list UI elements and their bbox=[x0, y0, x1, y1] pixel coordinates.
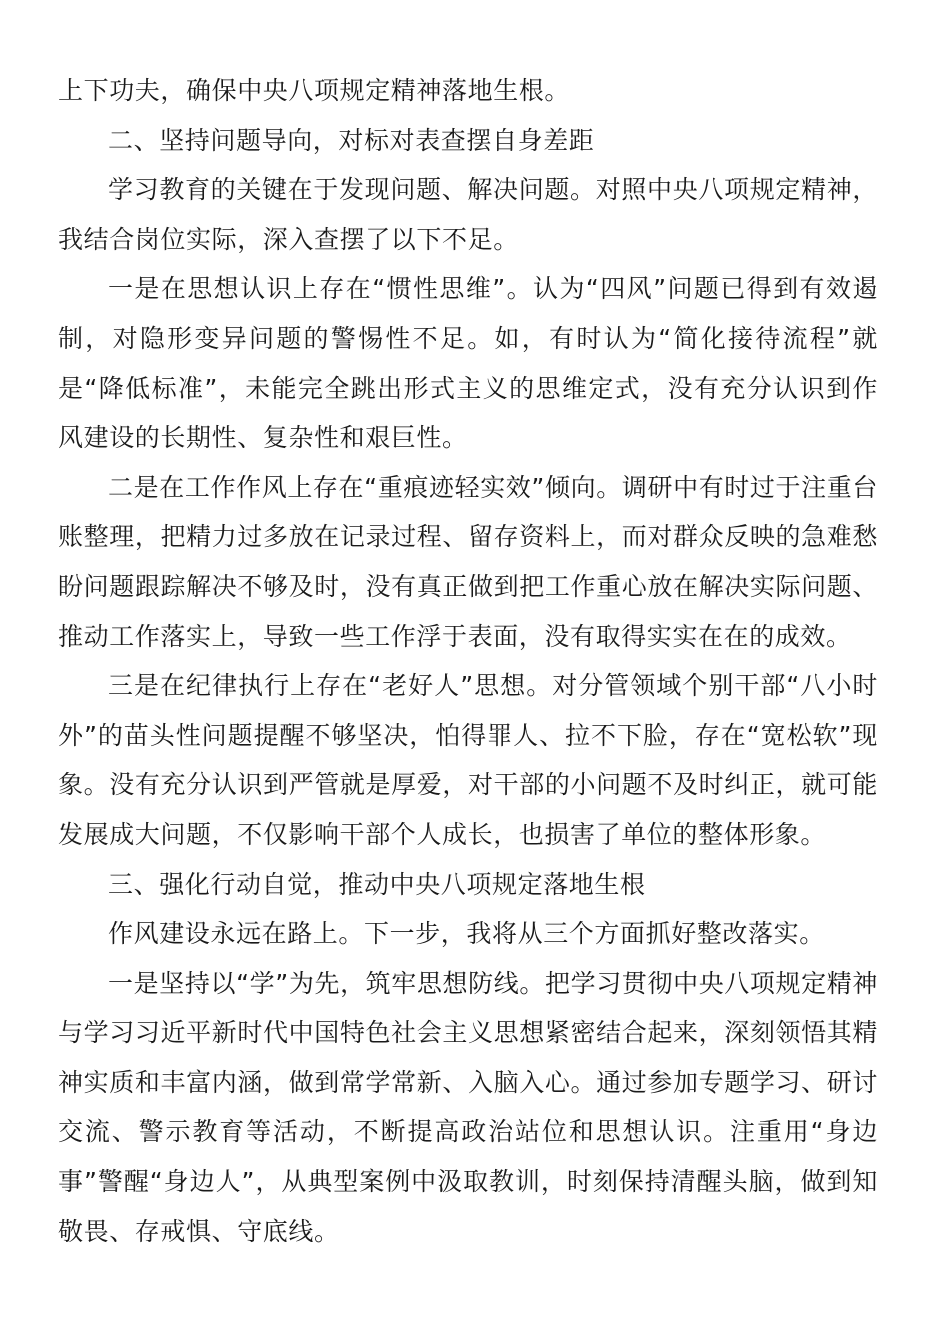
paragraph-problem-2: 二是在工作作风上存在“重痕迹轻实效”倾向。调研中有时过于注重台账整理，把精力过多放在记录过程、留存资料上，而对群众反映的急难愁盼问题跟踪解决不够及时，没有真正做到把工作重心放在解决实际问题、推动工作落实上，导致一些工作浮于表面，没有取得实实在在的成效。 bbox=[58, 472, 878, 651]
paragraph-problem-1: 一是在思想认识上存在“惯性思维”。认为“四风”问题已得到有效遏制，对隐形变异问题的警惕性不足。如，有时认为“简化接待流程”就是“降低标准”，未能完全跳出形式主义的思维定式，没有充分认识到作风建设的长期性、复杂性和艰巨性。 bbox=[58, 274, 878, 453]
paragraph-continuation: 上下功夫，确保中央八项规定精神落地生根。 bbox=[58, 76, 571, 105]
section-heading-3: 三、强化行动自觉，推动中央八项规定落地生根 bbox=[108, 869, 646, 899]
document-body bbox=[58, 66, 878, 1256]
paragraph-intro-actions: 作风建设永远在路上。下一步，我将从三个方面抓好整改落实。 bbox=[108, 919, 825, 949]
paragraph-intro-problems: 学习教育的关键在于发现问题、解决问题。对照中央八项规定精神，我结合岗位实际，深入查摆了以下不足。 bbox=[58, 175, 878, 254]
paragraph-action-1: 一是坚持以“学”为先，筑牢思想防线。把学习贯彻中央八项规定精神与学习习近平新时代中国特色社会主义思想紧密结合起来，深刻领悟其精神实质和丰富内涵，做到常学常新、入脑入心。通过参加专题学习、研讨交流、警示教育等活动，不断提高政治站位和思想认识。注重用“身边事”警醒“身边人”，从典型案例中汲取教训，时刻保持清醒头脑，做到知敬畏、存戒惧、守底线。 bbox=[58, 968, 878, 1246]
paragraph-problem-3: 三是在纪律执行上存在“老好人”思想。对分管领域个别干部“八小时外”的苗头性问题提醒不够坚决，怕得罪人、拉不下脸，存在“宽松软”现象。没有充分认识到严管就是厚爱，对干部的小问题不及时纠正，就可能发展成大问题，不仅影响干部个人成长，也损害了单位的整体形象。 bbox=[58, 671, 878, 849]
section-heading-2: 二、坚持问题导向，对标对表查摆自身差距 bbox=[108, 125, 595, 155]
